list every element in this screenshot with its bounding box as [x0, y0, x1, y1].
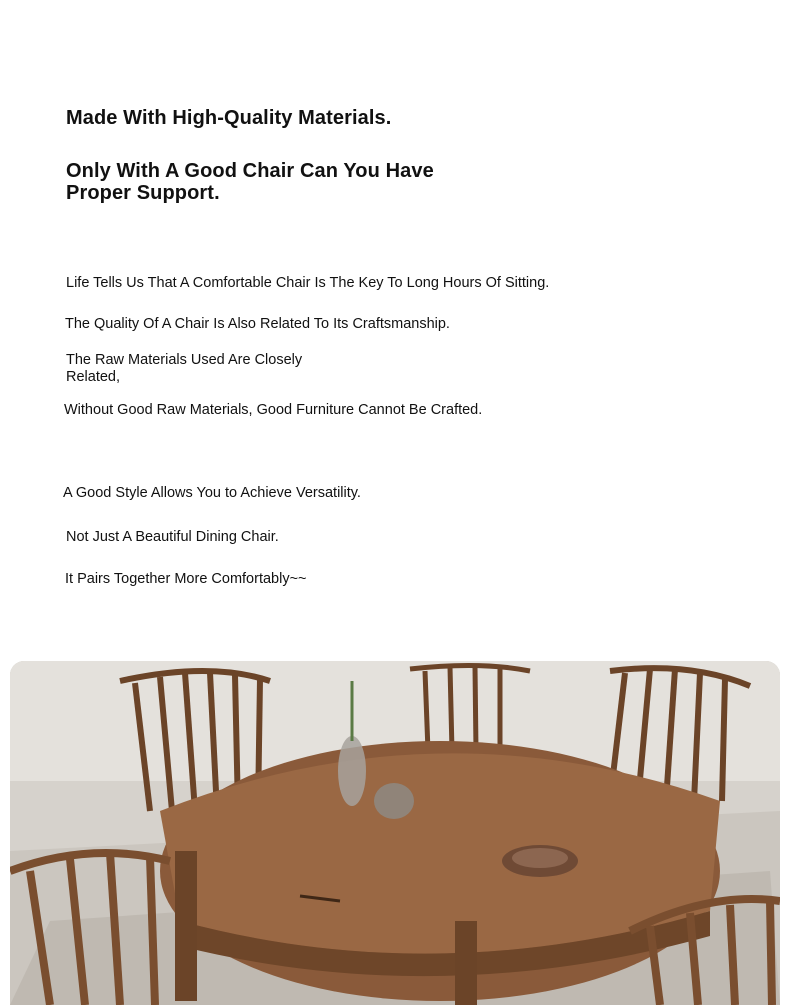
- section-heading: Made With High-Quality Materials.: [66, 107, 392, 129]
- paragraph-craftsmanship: The Quality Of A Chair Is Also Related To Its Craftsmanship.: [65, 316, 450, 332]
- paragraph-raw-materials: The Raw Materials Used Are Closely Related,: [66, 352, 303, 385]
- paragraph-pairs: It Pairs Together More Comfortably~~: [65, 571, 307, 587]
- product-photo: [10, 661, 780, 1005]
- section-subheading: Only With A Good Chair Can You Have Proper Support.: [66, 160, 434, 204]
- paragraph-comfort: Life Tells Us That A Comfortable Chair Is The Key To Long Hours Of Sitting.: [66, 275, 550, 291]
- paragraph-style: A Good Style Allows You to Achieve Versatility.: [63, 485, 361, 501]
- paragraph-dining-chair: Not Just A Beautiful Dining Chair.: [66, 529, 279, 545]
- paragraph-good-furniture: Without Good Raw Materials, Good Furniture Cannot Be Crafted.: [64, 402, 483, 418]
